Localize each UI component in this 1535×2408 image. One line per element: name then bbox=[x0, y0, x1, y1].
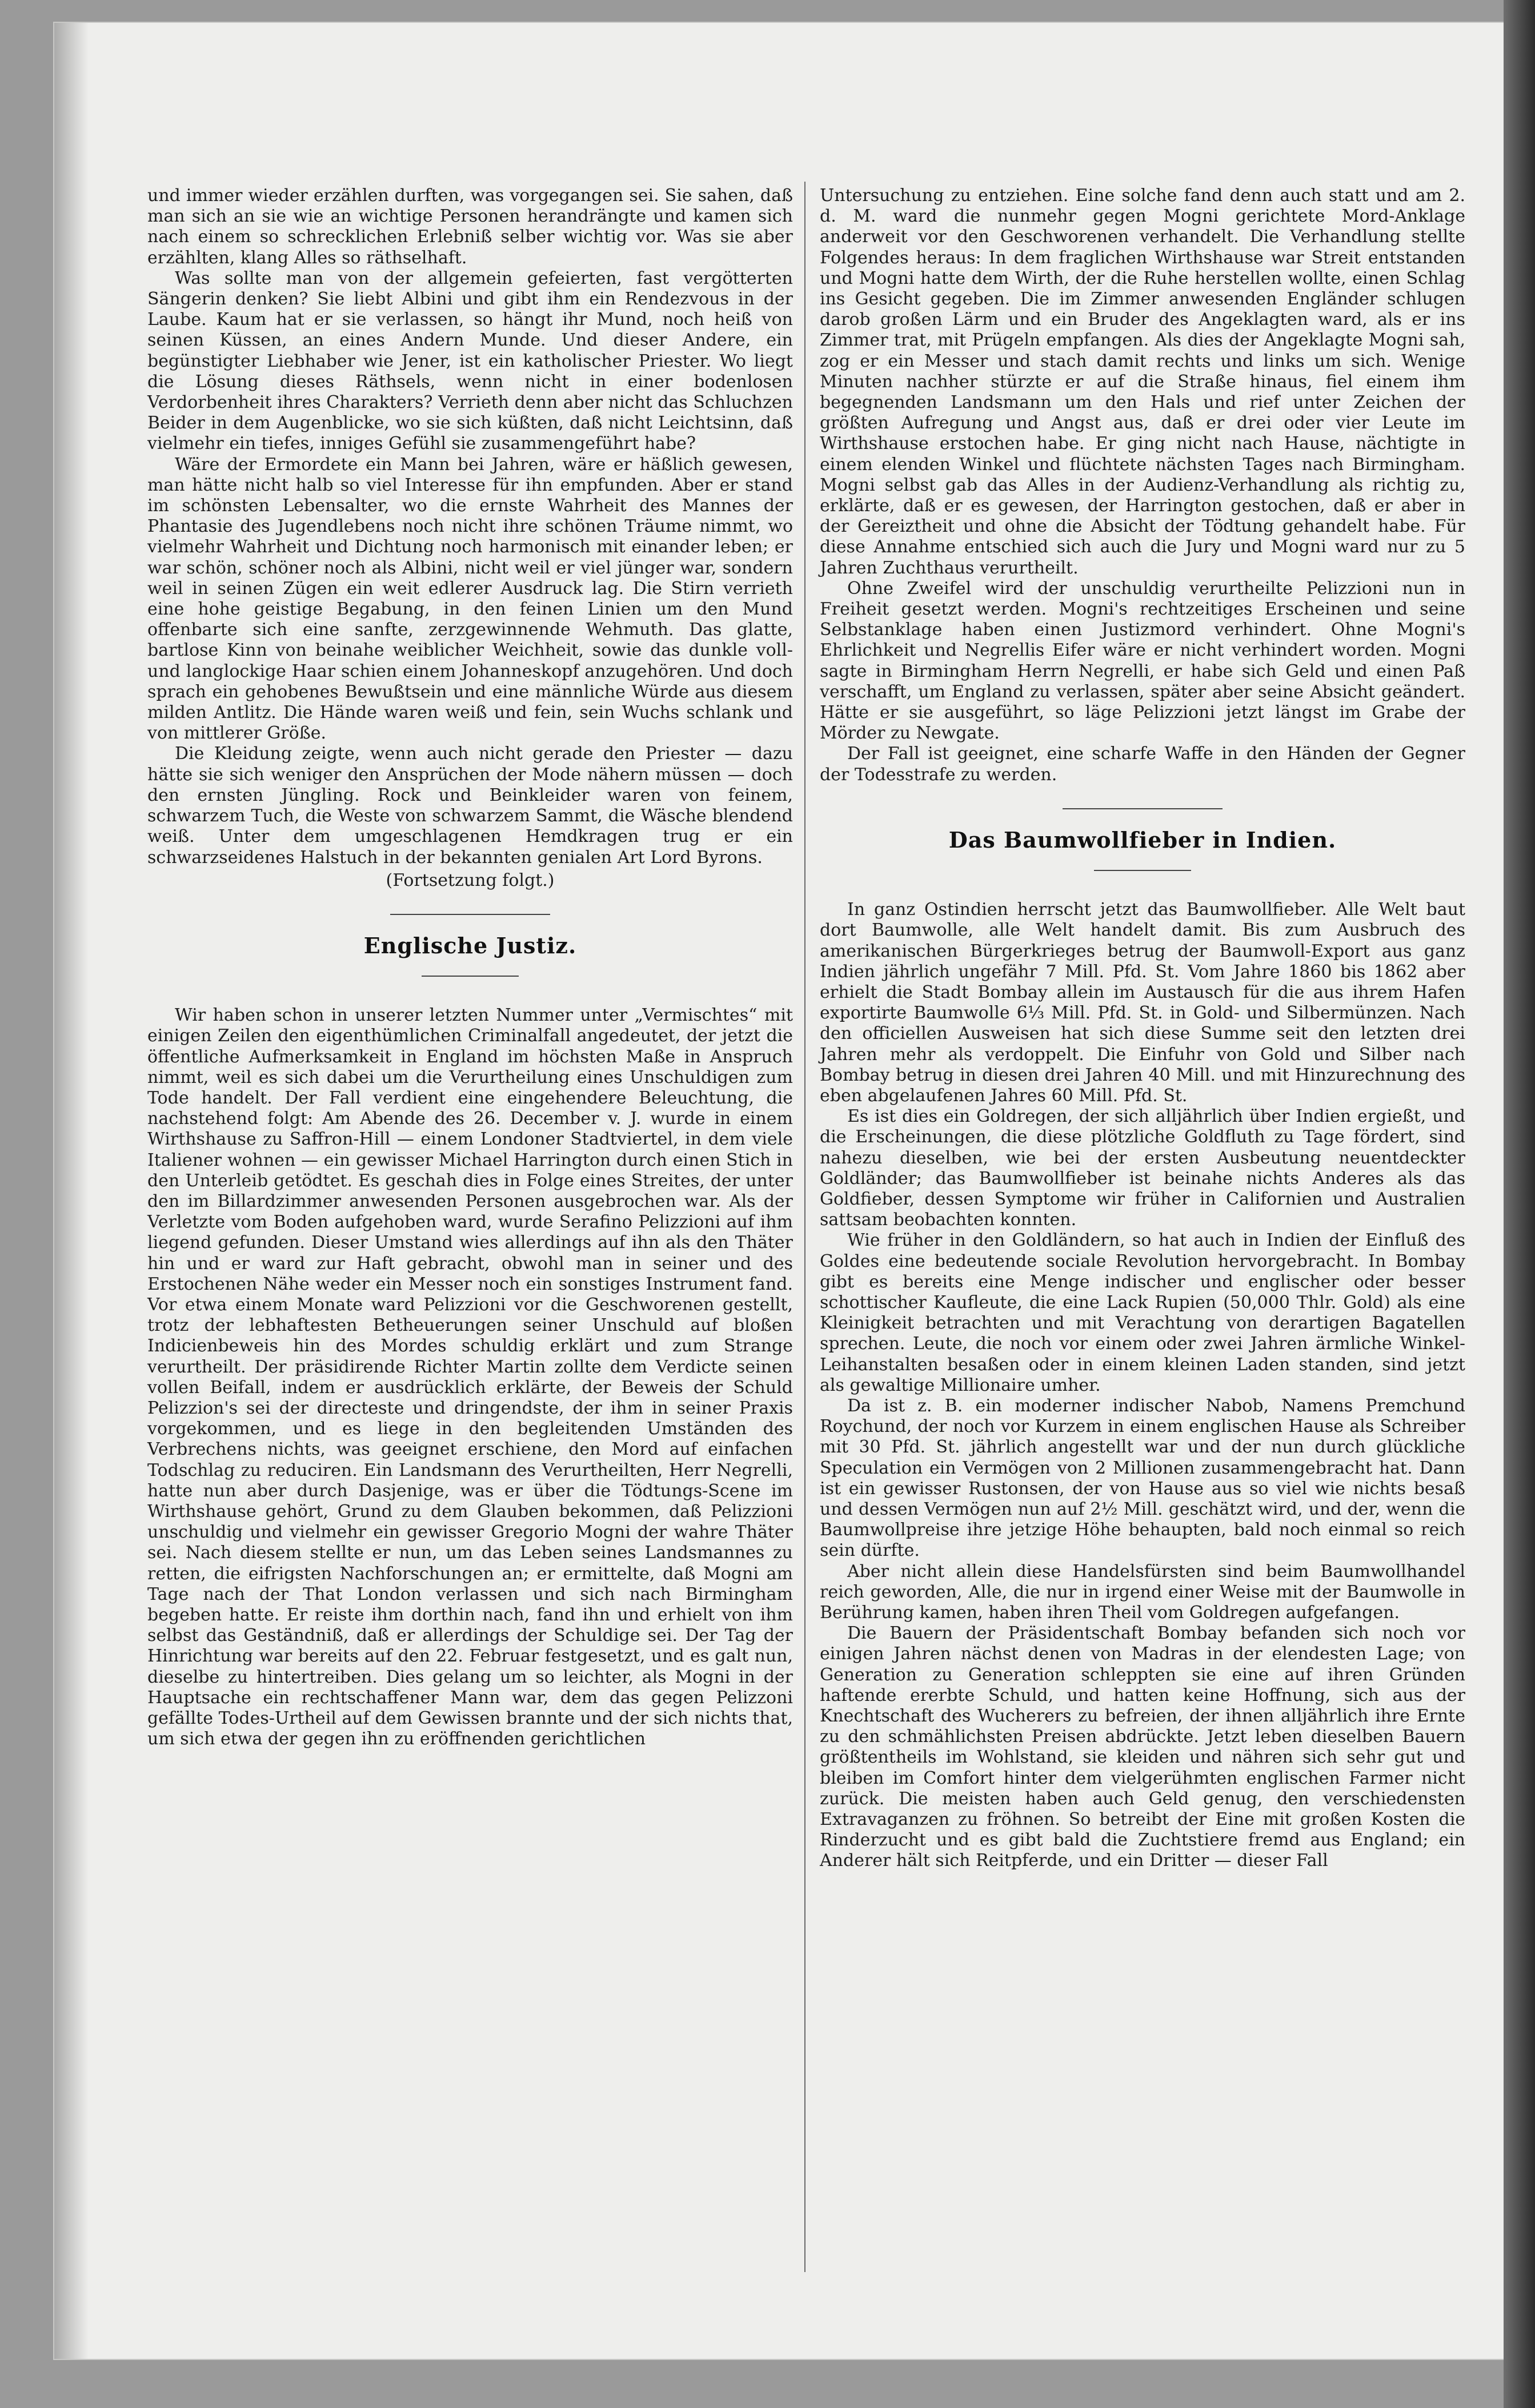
paragraph: Aber nicht allein diese Handelsfürsten sind beim Baumwollhandel reich geworden, Alle, die nur in irgend einer Weise mit der Baumwolle in Berührung kamen, haben ihren Theil vom Goldregen aufgefangen. bbox=[820, 1561, 1465, 1623]
title-rule bbox=[1094, 870, 1191, 871]
section-rule bbox=[1063, 808, 1223, 809]
section-rule bbox=[390, 914, 550, 915]
article-title: Englische Justiz. bbox=[363, 932, 577, 958]
paragraph: Wir haben schon in unserer letzten Nummer unter „Vermischtes“ mit einigen Zeilen den eigenthümlichen Criminalfall angedeutet, der jetzt die öffentliche Aufmerksamkeit in England im höchsten Maße in Anspruch nimmt, weil es sich dabei um die Verurtheilung eines Unschuldigen zum Tode handelt. Der Fall verdient eine eingehendere Beleuchtung, die nachstehend folgt: Am Abende des 26. December v. J. wurde in einem Wirthshause zu Saffron-Hill — einem Londoner Stadtviertel, in dem viele Italiener wohnen — ein gewisser Michael Harrington durch einen Stich in den Unterleib getödtet. Es geschah dies in Folge eines Streites, der unter den im Billardzimmer anwesenden Personen ausgebrochen war. Als der Verletzte vom Boden aufgehoben ward, wurde Serafino Pelizzioni auf ihm liegend gefunden. Dieser Umstand wies allerdings auf ihn als den Thäter hin und er ward zur Haft gebracht, obwohl man in seiner und des Erstochenen Nähe weder ein Messer noch ein sonstiges Instrument fand. Vor etwa einem Monate ward Pelizzioni vor die Geschworenen gestellt, trotz der lebhaftesten Betheuerungen seiner Unschuld auf bloßen Indicienbeweis hin des Mordes schuldig erklärt und zum Strange verurtheilt. Der präsidirende Richter Martin zollte dem Verdicte seinen vollen Beifall, indem er ausdrücklich erklärte, der Beweis der Schuld Pelizzion's sei der directeste und dringendste, der ihm in seiner Praxis vorgekommen, und es liege in den begleitenden Umständen des Verbrechens nichts, was geeignet erschiene, den Mord auf einfachen Todschlag zu reduciren. Ein Landsmann des Verurtheilten, Herr Negrelli, hatte nun aber durch Dasjenige, was er über die Tödtungs-Scene im Wirthshause gehört, Grund zu dem Glauben bekommen, daß Pelizzioni unschuldig und vielmehr ein gewisser Gregorio Mogni der wahre Thäter sei. Nach diesem stellte er nun, um das Leben seines Landsmannes zu retten, die eifrigsten Nachforschungen an; er ermittelte, daß Mogni am Tage nach der That London verlassen und sich nach Birmingham begeben hatte. Er reiste ihm dorthin nach, fand ihn und erhielt von ihm selbst das Geständniß, daß er allerdings der Schuldige sei. Der Tag der Hinrichtung war bereits auf den 22. Februar festgesetzt, und es galt nun, dieselbe zu hintertreiben. Dies gelang um so leichter, als Mogni in der Hauptsache ein rechtschaffener Mann war, dem das gegen Pelizzoni gefällte Todes-Urtheil auf dem Gewissen brannte und der sich nichts that, um sich etwa der gegen ihn zu eröffnenden gerichtlichen bbox=[147, 1005, 793, 1749]
paragraph: Wäre der Ermordete ein Mann bei Jahren, wäre er häßlich gewesen, man hätte nicht halb so viel Interesse für ihn empfunden. Aber er stand im schönsten Lebensalter, wo die ernste Wahrheit des Mannes der Phantasie des Jugendlebens noch nicht ihre schönen Träume nimmt, wo vielmehr Wahrheit und Dichtung noch harmonisch mit einander leben; er war schön, schöner noch als Albini, nicht weil er viel jünger war, sondern weil in seinen Zügen ein weit edlerer Ausdruck lag. Die Stirn verrieth eine hohe geistige Begabung, in den feinen Linien um den Mund offenbarte sich eine sanfte, zerzgewinnende Wehmuth. Das glatte, bartlose Kinn von beinahe weiblicher Weichheit, sowie das dunkle voll- und langlockige Haar schien einem Johanneskopf anzugehören. Und doch sprach ein gehobenes Bewußtsein und eine männliche Würde aus diesem milden Antlitz. Die Hände waren weiß und fein, sein Wuchs schlank und von mittlerer Größe. bbox=[147, 454, 793, 744]
paragraph: In ganz Ostindien herrscht jetzt das Baumwollfieber. Alle Welt baut dort Baumwolle, alle Welt handelt damit. Bis zum Ausbruch des amerikanischen Bürgerkrieges betrug der Baumwoll-Export aus ganz Indien jährlich ungefähr 7 Mill. Pfd. St. Vom Jahre 1860 bis 1862 aber erhielt die Stadt Bombay allein im Austausch für die aus ihrem Hafen exportirte Baumwolle 6⅓ Mill. Pfd. St. in Gold- und Silbermünzen. Nach den officiellen Ausweisen hat sich diese Summe seit den letzten drei Jahren mehr als verdoppelt. Die Einfuhr von Gold und Silber nach Bombay betrug in diesen drei Jahren 40 Mill. und mit Hinzurechnung des eben abgelaufenen Jahres 60 Mill. Pfd. St. bbox=[820, 900, 1465, 1106]
paragraph: Es ist dies ein Goldregen, der sich alljährlich über Indien ergießt, und die Erscheinungen, die diese plötzliche Goldfluth zu Tage fördert, sind nahezu dieselben, wie bei der ersten Ausbeutung neuentdeckter Goldländer; das Baumwollfieber ist beinahe nichts Anderes als das Goldfieber, dessen Symptome wir früher in Californien und Australien sattsam beobachten konnten. bbox=[820, 1106, 1465, 1230]
paragraph: Da ist z. B. ein moderner indischer Nabob, Namens Premchund Roychund, der noch vor Kurzem in einem englischen Hause als Schreiber mit 30 Pfd. St. jährlich angestellt war und der nun durch glückliche Speculation ein Vermögen von 2 Millionen zusammengebracht hat. Dann ist ein gewisser Rustonsen, der von Hause aus so viel wie nichts besaß und dessen Vermögen nun auf 2½ Mill. geschätzt wird, und der, wenn die Baumwollpreise ihre jetzige Höhe behaupten, bald noch einmal so reich sein dürfte. bbox=[820, 1395, 1465, 1561]
paragraph: Was sollte man von der allgemein gefeierten, fast vergötterten Sängerin denken? Sie liebt Albini und gibt ihm ein Rendezvous in der Laube. Kaum hat er sie verlassen, so hängt ihr Mund, noch heiß von seinen Küssen, an eines Andern Munde. Und dieser Andere, ein begünstigter Liebhaber wie Jener, ist ein katholischer Priester. Wo liegt die Lösung dieses Räthsels, wenn nicht in einer bodenlosen Verdorbenheit ihres Charakters? Verrieth denn aber nicht das Schluchzen Beider in dem Augenblicke, wo sie sich küßten, daß nicht Leichtsinn, daß vielmehr ein tiefes, inniges Gefühl sie zusammengeführt habe? bbox=[147, 268, 793, 454]
right-column bbox=[820, 186, 1465, 1872]
left-column bbox=[147, 186, 793, 1749]
paragraph: Die Bauern der Präsidentschaft Bombay befanden sich noch vor einigen Jahren nächst denen von Madras in der elendesten Lage; von Generation zu Generation schleppten sie eine auf ihren Gründen haftende ererbte Schuld, und hatten keine Hoffnung, sich aus der Knechtschaft des Wucherers zu befreien, der ihnen alljährlich ihre Ernte zu den schmählichsten Preisen abdrückte. Jetzt leben dieselben Bauern größtentheils im Wohlstand, sie kleiden und nähren sich sehr gut und bleiben im Comfort hinter dem vielgerühmten englischen Farmer nicht zurück. Die meisten haben auch Geld genug, den verschiedensten Extravaganzen zu fröhnen. So betreibt der Eine mit großen Kosten die Rinderzucht und es gibt bald die Zuchtstiere fremd aus England; ein Anderer hält sich Reitpferde, und ein Dritter — dieser Fall bbox=[820, 1623, 1465, 1871]
article-title: Das Baumwollfieber in Indien. bbox=[948, 826, 1337, 853]
book-spine bbox=[1504, 0, 1535, 2408]
title-rule bbox=[422, 976, 519, 977]
paragraph: Untersuchung zu entziehen. Eine solche fand denn auch statt und am 2. d. M. ward die nunmehr gegen Mogni gerichtete Mord-Anklage anderweit vor den Geschworenen verhandelt. Die Verhandlung stellte Folgendes heraus: In dem fraglichen Wirthshause war Streit entstanden und Mogni hatte dem Wirth, der die Ruhe herstellen wollte, einen Schlag ins Gesicht gegeben. Die im Zimmer anwesenden Engländer schlugen darob großen Lärm und ein Bruder des Angeklagten ward, als er ins Zimmer trat, mit Prügeln empfangen. Als dies der Angeklagte Mogni sah, zog er ein Messer und stach damit rechts und links um sich. Wenige Minuten nachher stürzte er auf die Straße hinaus, fiel einem ihm begegnenden Landsmann um den Hals und rief unter Zeichen der größten Aufregung und Angst aus, daß er drei oder vier Leute im Wirthshause erstochen habe. Er ging nicht nach Hause, nächtigte in einem elenden Winkel und flüchtete nächsten Tages nach Birmingham. Mogni selbst gab das Alles in der Audienz-Verhandlung als richtig zu, erklärte, daß er es gewesen, der Harrington gestochen, daß er aber in der Gereiztheit und ohne die Absicht der Tödtung gehandelt habe. Für diese Annahme entschied sich auch die Jury und Mogni ward nur zu 5 Jahren Zuchthaus verurtheilt. bbox=[820, 186, 1465, 578]
paragraph: Wie früher in den Goldländern, so hat auch in Indien der Einfluß des Goldes eine bedeutende sociale Revolution hervorgebracht. In Bombay gibt es bereits eine Menge indischer und englischer oder besser schottischer Kaufleute, die eine Lack Rupien (50,000 Thlr. Gold) als eine Kleinigkeit betrachten und mit Verachtung von derartigen Bagatellen sprechen. Leute, die noch vor einem oder zwei Jahren ärmliche Winkel-Leihanstalten besaßen oder in einem kleinen Laden standen, sind jetzt als gewaltige Millionaire umher. bbox=[820, 1230, 1465, 1395]
paragraph: Ohne Zweifel wird der unschuldig verurtheilte Pelizzioni nun in Freiheit gesetzt werden. Mogni's rechtzeitiges Erscheinen und seine Selbstanklage haben einen Justizmord verhindert. Ohne Mogni's Ehrlichkeit und Negrellis Eifer wäre er nicht verhindert worden. Mogni sagte in Birmingham Herrn Negrelli, er habe sich Geld und einen Paß verschafft, um England zu verlassen, später aber seine Absicht geändert. Hätte er sie ausgeführt, so läge Pelizzioni jetzt längst im Grabe der Mörder zu Newgate. bbox=[820, 578, 1465, 744]
column-divider bbox=[804, 182, 805, 2272]
paragraph: und immer wieder erzählen durften, was vorgegangen sei. Sie sahen, daß man sich an sie wie an wichtige Personen herandrängte und kamen sich nach einem so schrecklichen Erlebniß selber wichtig vor. Was sie aber erzählten, klang Alles so räthselhaft. bbox=[147, 186, 793, 268]
continuation-note: (Fortsetzung folgt.) bbox=[386, 870, 555, 890]
page-edge-shadow bbox=[54, 23, 89, 2359]
paragraph: Die Kleidung zeigte, wenn auch nicht gerade den Priester — dazu hätte sie sich weniger den Ansprüchen der Mode nähern müssen — doch den ernsten Jüngling. Rock und Beinkleider waren von feinem, schwarzem Tuch, die Weste von schwarzem Sammt, die Wäsche blendend weiß. Unter dem umgeschlagenen Hemdkragen trug er ein schwarzseidenes Halstuch in der bekannten genialen Art Lord Byrons. bbox=[147, 744, 793, 868]
paragraph: Der Fall ist geeignet, eine scharfe Waffe in den Händen der Gegner der Todesstrafe zu werden. bbox=[820, 744, 1465, 785]
